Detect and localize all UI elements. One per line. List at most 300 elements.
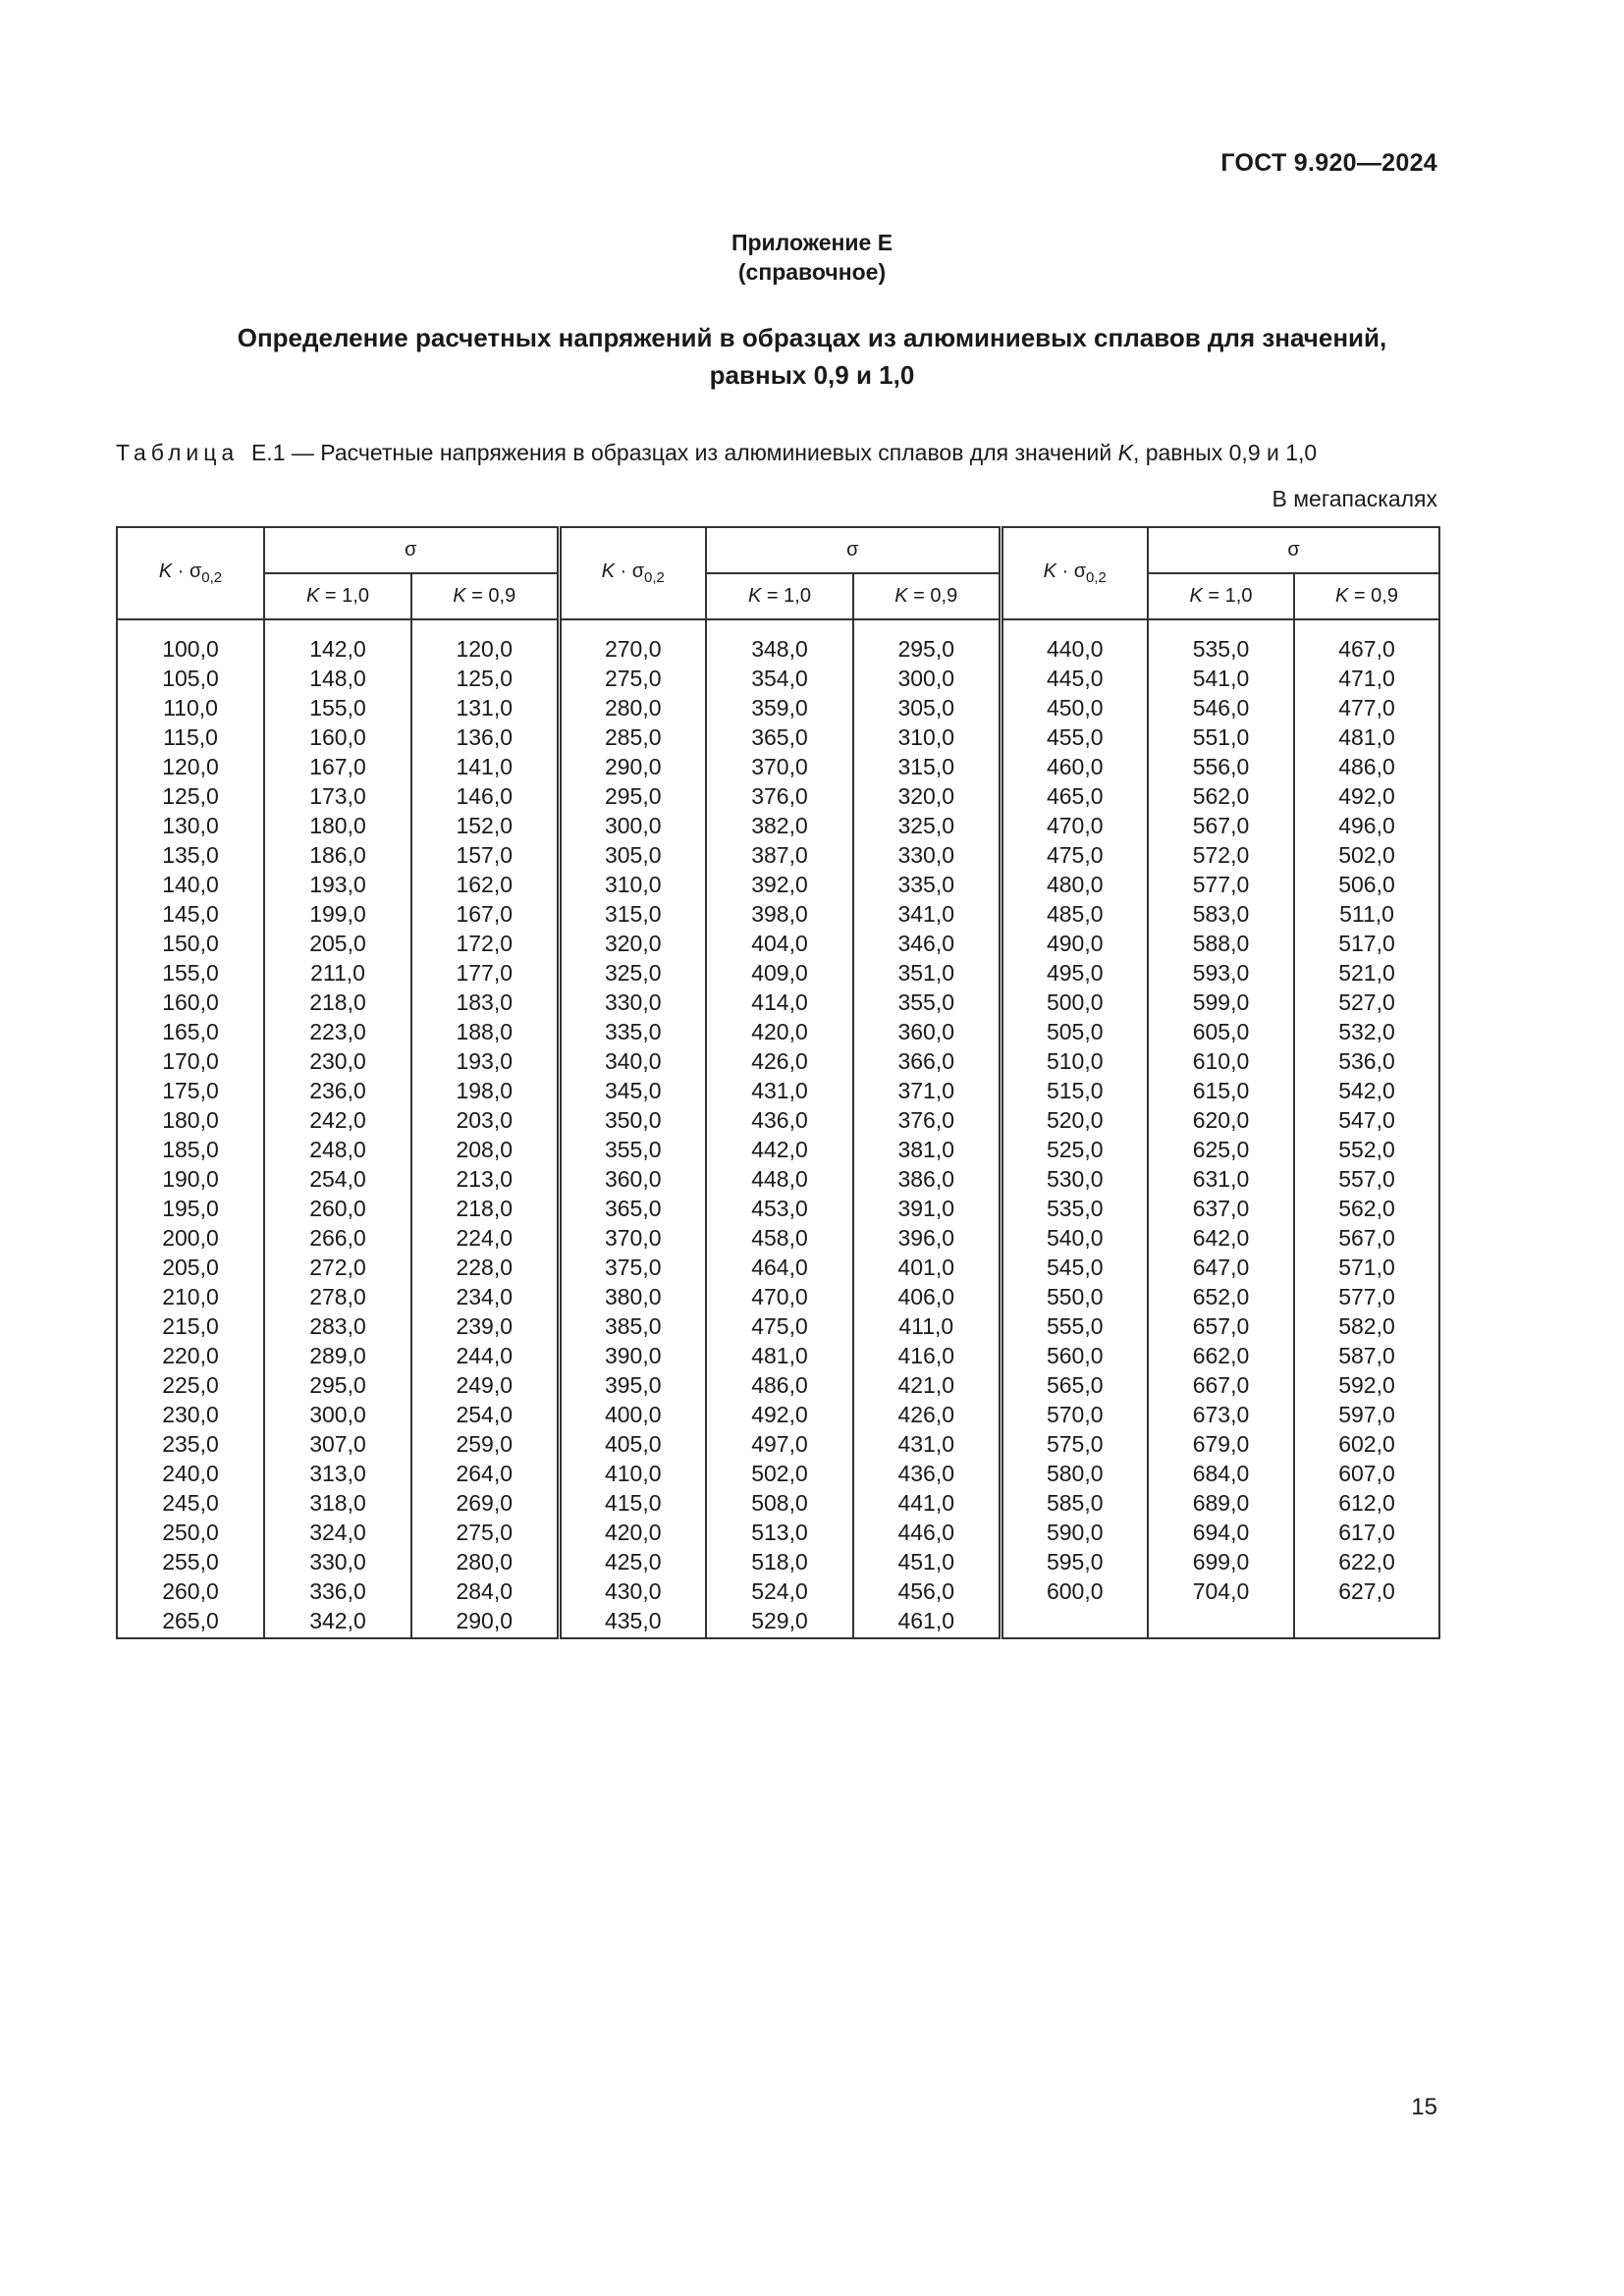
- table-cell: 502,0: [706, 1459, 853, 1488]
- table-cell: 335,0: [559, 1017, 706, 1046]
- table-cell: 580,0: [1001, 1459, 1148, 1488]
- table-cell: 599,0: [1148, 988, 1294, 1017]
- table-cell: 172,0: [411, 929, 559, 958]
- table-cell: 370,0: [559, 1223, 706, 1253]
- table-cell: 177,0: [411, 958, 559, 988]
- table-cell: 290,0: [411, 1606, 559, 1638]
- table-cell: 185,0: [117, 1135, 264, 1164]
- table-cell: 535,0: [1148, 634, 1294, 664]
- table-cell: 562,0: [1294, 1194, 1439, 1223]
- table-cell: 631,0: [1148, 1164, 1294, 1194]
- table-row: [117, 1341, 1439, 1370]
- table-cell: 283,0: [264, 1311, 411, 1341]
- table-cell: 341,0: [853, 899, 1001, 929]
- table-cell: 270,0: [559, 634, 706, 664]
- table-cell: 275,0: [559, 664, 706, 693]
- table-cell: 336,0: [264, 1576, 411, 1606]
- table-cell: 242,0: [264, 1105, 411, 1135]
- table-cell: 577,0: [1294, 1282, 1439, 1311]
- table-cell: 555,0: [1001, 1311, 1148, 1341]
- table-header-row-1: [117, 527, 1439, 573]
- table-cell: 456,0: [853, 1576, 1001, 1606]
- table-cell: 218,0: [264, 988, 411, 1017]
- table-cell: 480,0: [1001, 870, 1148, 899]
- table-cell: 453,0: [706, 1194, 853, 1223]
- table-cell: 431,0: [706, 1076, 853, 1105]
- table-cell: 415,0: [559, 1488, 706, 1518]
- table-row: [117, 1576, 1439, 1606]
- table-cell: 386,0: [853, 1164, 1001, 1194]
- table-cell: 567,0: [1148, 811, 1294, 840]
- table-cell: 278,0: [264, 1282, 411, 1311]
- table-cell: 381,0: [853, 1135, 1001, 1164]
- table-cell: 492,0: [706, 1400, 853, 1429]
- table-cell: 481,0: [706, 1341, 853, 1370]
- table-cell: 404,0: [706, 929, 853, 958]
- table-cell: 313,0: [264, 1459, 411, 1488]
- table-cell: 471,0: [1294, 664, 1439, 693]
- table-cell: 255,0: [117, 1547, 264, 1576]
- table-cell: 585,0: [1001, 1488, 1148, 1518]
- table-cell: 360,0: [559, 1164, 706, 1194]
- table-cell: 704,0: [1148, 1576, 1294, 1606]
- table-cell: 110,0: [117, 693, 264, 722]
- table-cell: 136,0: [411, 722, 559, 752]
- table-cell: 125,0: [117, 781, 264, 811]
- table-cell: 170,0: [117, 1046, 264, 1076]
- table-cell: 186,0: [264, 840, 411, 870]
- table-cell: 335,0: [853, 870, 1001, 899]
- table-cell: 517,0: [1294, 929, 1439, 958]
- table-cell: 190,0: [117, 1164, 264, 1194]
- table-cell: 575,0: [1001, 1429, 1148, 1459]
- table-cell: 266,0: [264, 1223, 411, 1253]
- table-cell: 440,0: [1001, 634, 1148, 664]
- table-cell: 254,0: [411, 1400, 559, 1429]
- table-cell: 260,0: [264, 1194, 411, 1223]
- table-spacer-row: [117, 619, 1439, 634]
- table-cell: 409,0: [706, 958, 853, 988]
- table-cell: 230,0: [117, 1400, 264, 1429]
- table-cell: 520,0: [1001, 1105, 1148, 1135]
- table-cell: 239,0: [411, 1311, 559, 1341]
- table-cell: 562,0: [1148, 781, 1294, 811]
- table-cell: 330,0: [853, 840, 1001, 870]
- table-cell: 285,0: [559, 722, 706, 752]
- table-cell: 582,0: [1294, 1311, 1439, 1341]
- table-cell: 145,0: [117, 899, 264, 929]
- table-row: [117, 1046, 1439, 1076]
- table-cell: 390,0: [559, 1341, 706, 1370]
- table-cell: 461,0: [853, 1606, 1001, 1638]
- table-cell: 557,0: [1294, 1164, 1439, 1194]
- table-cell: 446,0: [853, 1518, 1001, 1547]
- table-row: [117, 870, 1439, 899]
- header-k-sigma-1: $K \cdot \sigma_{0,2}$: [117, 527, 264, 619]
- table-cell: 315,0: [559, 899, 706, 929]
- table-cell: 199,0: [264, 899, 411, 929]
- table-row: [117, 1017, 1439, 1046]
- table-row: [117, 1429, 1439, 1459]
- table-row: [117, 1223, 1439, 1253]
- table-cell: 435,0: [559, 1606, 706, 1638]
- table-cell: 173,0: [264, 781, 411, 811]
- table-cell: 529,0: [706, 1606, 853, 1638]
- standard-code: ГОСТ 9.920—2024: [1220, 149, 1437, 177]
- table-cell: 272,0: [264, 1253, 411, 1282]
- table-cell: 218,0: [411, 1194, 559, 1223]
- table-cell: 370,0: [706, 752, 853, 781]
- table-cell: 450,0: [1001, 693, 1148, 722]
- table-cell: 577,0: [1148, 870, 1294, 899]
- table-cell: 324,0: [264, 1518, 411, 1547]
- table-cell: 295,0: [264, 1370, 411, 1400]
- table-cell: 320,0: [853, 781, 1001, 811]
- table-cell: 213,0: [411, 1164, 559, 1194]
- table-cell: 223,0: [264, 1017, 411, 1046]
- units-label: В мегапаскалях: [1272, 486, 1437, 511]
- table-cell: 486,0: [1294, 752, 1439, 781]
- table-cell: 627,0: [1294, 1576, 1439, 1606]
- table-cell: 392,0: [706, 870, 853, 899]
- table-cell: 215,0: [117, 1311, 264, 1341]
- table-caption-text-end: , равных 0,9 и 1,0: [1132, 440, 1318, 465]
- table-cell: 205,0: [117, 1253, 264, 1282]
- table-cell: 165,0: [117, 1017, 264, 1046]
- page-title: [147, 319, 1477, 394]
- table-cell: 612,0: [1294, 1488, 1439, 1518]
- header-sigma-2: σ: [706, 527, 1001, 573]
- table-cell: 342,0: [264, 1606, 411, 1638]
- table-cell: 340,0: [559, 1046, 706, 1076]
- table-cell: 414,0: [706, 988, 853, 1017]
- table-cell: 152,0: [411, 811, 559, 840]
- table-row: [117, 1547, 1439, 1576]
- header-sigma-3: σ: [1148, 527, 1439, 573]
- table-cell: 120,0: [117, 752, 264, 781]
- table-cell: 460,0: [1001, 752, 1148, 781]
- table-cell: 455,0: [1001, 722, 1148, 752]
- table-cell: 318,0: [264, 1488, 411, 1518]
- table-row: [117, 958, 1439, 988]
- table-cell: 431,0: [853, 1429, 1001, 1459]
- table-cell: 385,0: [559, 1311, 706, 1341]
- table-cell: 387,0: [706, 840, 853, 870]
- table-cell: 465,0: [1001, 781, 1148, 811]
- table-caption-number: Е.1 —: [250, 440, 314, 465]
- table-cell: 350,0: [559, 1105, 706, 1135]
- appendix-label: Приложение Е: [731, 230, 893, 255]
- table-cell: 590,0: [1001, 1518, 1148, 1547]
- table-cell: 448,0: [706, 1164, 853, 1194]
- table-cell: 679,0: [1148, 1429, 1294, 1459]
- table-row: [117, 1253, 1439, 1282]
- table-row: [117, 1194, 1439, 1223]
- table-cell: [1001, 1606, 1148, 1638]
- table-cell: 290,0: [559, 752, 706, 781]
- table-cell: 508,0: [706, 1488, 853, 1518]
- table-cell: 547,0: [1294, 1105, 1439, 1135]
- table-cell: 530,0: [1001, 1164, 1148, 1194]
- table-row: [117, 1488, 1439, 1518]
- table-cell: 467,0: [1294, 634, 1439, 664]
- table-cell: 451,0: [853, 1547, 1001, 1576]
- table-cell: 305,0: [853, 693, 1001, 722]
- table-cell: 583,0: [1148, 899, 1294, 929]
- table-cell: 477,0: [1294, 693, 1439, 722]
- table-cell: 406,0: [853, 1282, 1001, 1311]
- table-cell: 289,0: [264, 1341, 411, 1370]
- table-row: [117, 1076, 1439, 1105]
- table-cell: 592,0: [1294, 1370, 1439, 1400]
- table-cell: 416,0: [853, 1341, 1001, 1370]
- table-cell: 359,0: [706, 693, 853, 722]
- table-cell: 551,0: [1148, 722, 1294, 752]
- table-cell: 475,0: [1001, 840, 1148, 870]
- table-cell: 535,0: [1001, 1194, 1148, 1223]
- table-cell: 552,0: [1294, 1135, 1439, 1164]
- table-row: [117, 1370, 1439, 1400]
- table-row: [117, 840, 1439, 870]
- table-cell: 600,0: [1001, 1576, 1148, 1606]
- table-cell: 410,0: [559, 1459, 706, 1488]
- table-cell: 360,0: [853, 1017, 1001, 1046]
- table-cell: 330,0: [264, 1547, 411, 1576]
- table-cell: 260,0: [117, 1576, 264, 1606]
- table-cell: 510,0: [1001, 1046, 1148, 1076]
- table-cell: 593,0: [1148, 958, 1294, 988]
- table-cell: 502,0: [1294, 840, 1439, 870]
- table-row: [117, 988, 1439, 1017]
- table-cell: 637,0: [1148, 1194, 1294, 1223]
- table-cell: 300,0: [559, 811, 706, 840]
- table-cell: 525,0: [1001, 1135, 1148, 1164]
- table-cell: 475,0: [706, 1311, 853, 1341]
- table-cell: 492,0: [1294, 781, 1439, 811]
- table-cell: 193,0: [264, 870, 411, 899]
- header-k09-2: K = 0,9: [853, 573, 1001, 619]
- table-cell: 248,0: [264, 1135, 411, 1164]
- table-cell: 426,0: [853, 1400, 1001, 1429]
- table-cell: 617,0: [1294, 1518, 1439, 1547]
- table-cell: 513,0: [706, 1518, 853, 1547]
- page-title-line-2: равных 0,9 и 1,0: [709, 360, 915, 390]
- table-cell: 571,0: [1294, 1253, 1439, 1282]
- table-cell: 495,0: [1001, 958, 1148, 988]
- table-cell: 481,0: [1294, 722, 1439, 752]
- table-cell: 560,0: [1001, 1341, 1148, 1370]
- table-cell: 264,0: [411, 1459, 559, 1488]
- table-cell: 518,0: [706, 1547, 853, 1576]
- table-cell: 620,0: [1148, 1105, 1294, 1135]
- table-row: [117, 1606, 1439, 1638]
- table-cell: 155,0: [117, 958, 264, 988]
- table-cell: 536,0: [1294, 1046, 1439, 1076]
- table-cell: 320,0: [559, 929, 706, 958]
- table-cell: 506,0: [1294, 870, 1439, 899]
- table-cell: 365,0: [706, 722, 853, 752]
- table-cell: 505,0: [1001, 1017, 1148, 1046]
- table-cell: 162,0: [411, 870, 559, 899]
- table-cell: 550,0: [1001, 1282, 1148, 1311]
- appendix-type: (справочное): [737, 259, 887, 285]
- table-cell: 305,0: [559, 840, 706, 870]
- table-cell: 120,0: [411, 634, 559, 664]
- table-cell: 300,0: [264, 1400, 411, 1429]
- table-cell: 567,0: [1294, 1223, 1439, 1253]
- table-cell: 203,0: [411, 1105, 559, 1135]
- table-cell: 188,0: [411, 1017, 559, 1046]
- table-cell: 556,0: [1148, 752, 1294, 781]
- table-cell: 572,0: [1148, 840, 1294, 870]
- table-cell: 546,0: [1148, 693, 1294, 722]
- table-cell: 240,0: [117, 1459, 264, 1488]
- table-cell: 325,0: [559, 958, 706, 988]
- table-cell: 195,0: [117, 1194, 264, 1223]
- table-cell: 105,0: [117, 664, 264, 693]
- header-k09-1: K = 0,9: [411, 573, 559, 619]
- table-cell: 355,0: [559, 1135, 706, 1164]
- table-cell: 622,0: [1294, 1547, 1439, 1576]
- table-cell: 150,0: [117, 929, 264, 958]
- table-cell: 180,0: [117, 1105, 264, 1135]
- table-header-row-2: [117, 573, 1439, 619]
- table-cell: 647,0: [1148, 1253, 1294, 1282]
- table-cell: 662,0: [1148, 1341, 1294, 1370]
- table-row: [117, 1459, 1439, 1488]
- table-cell: 425,0: [559, 1547, 706, 1576]
- table-cell: 346,0: [853, 929, 1001, 958]
- table-row: [117, 899, 1439, 929]
- table-cell: 244,0: [411, 1341, 559, 1370]
- table-row: [117, 1518, 1439, 1547]
- table-row: [117, 1105, 1439, 1135]
- table-cell: 436,0: [853, 1459, 1001, 1488]
- table-cell: 699,0: [1148, 1547, 1294, 1576]
- table-cell: 140,0: [117, 870, 264, 899]
- table-cell: 295,0: [559, 781, 706, 811]
- table-cell: 300,0: [853, 664, 1001, 693]
- table-cell: 500,0: [1001, 988, 1148, 1017]
- table-cell: 249,0: [411, 1370, 559, 1400]
- table-cell: 595,0: [1001, 1547, 1148, 1576]
- table-cell: 125,0: [411, 664, 559, 693]
- table-cell: 400,0: [559, 1400, 706, 1429]
- table-cell: 445,0: [1001, 664, 1148, 693]
- table-cell: 135,0: [117, 840, 264, 870]
- table-cell: 345,0: [559, 1076, 706, 1105]
- table-cell: 315,0: [853, 752, 1001, 781]
- table-cell: 470,0: [1001, 811, 1148, 840]
- table-cell: 540,0: [1001, 1223, 1148, 1253]
- table-row: [117, 929, 1439, 958]
- table-cell: 667,0: [1148, 1370, 1294, 1400]
- table-cell: 442,0: [706, 1135, 853, 1164]
- table-row: [117, 781, 1439, 811]
- header-k-sigma-3: $K \cdot \sigma_{0,2}$: [1001, 527, 1148, 619]
- table-cell: 398,0: [706, 899, 853, 929]
- table-cell: 275,0: [411, 1518, 559, 1547]
- table-cell: 652,0: [1148, 1282, 1294, 1311]
- table-cell: 380,0: [559, 1282, 706, 1311]
- table-cell: 310,0: [853, 722, 1001, 752]
- header-sigma-1: σ: [264, 527, 559, 573]
- table-cell: 175,0: [117, 1076, 264, 1105]
- table-cell: 376,0: [706, 781, 853, 811]
- table-cell: 265,0: [117, 1606, 264, 1638]
- table-cell: 366,0: [853, 1046, 1001, 1076]
- table-cell: 234,0: [411, 1282, 559, 1311]
- table-row: [117, 1164, 1439, 1194]
- table-cell: 211,0: [264, 958, 411, 988]
- table-cell: 485,0: [1001, 899, 1148, 929]
- table-cell: 183,0: [411, 988, 559, 1017]
- table-cell: 602,0: [1294, 1429, 1439, 1459]
- table-cell: 420,0: [559, 1518, 706, 1547]
- table-cell: [1148, 1606, 1294, 1638]
- table-cell: 228,0: [411, 1253, 559, 1282]
- table-cell: 148,0: [264, 664, 411, 693]
- table-cell: 607,0: [1294, 1459, 1439, 1488]
- header-k09-3: K = 0,9: [1294, 573, 1439, 619]
- table-cell: 236,0: [264, 1076, 411, 1105]
- header-k1-3: K = 1,0: [1148, 573, 1294, 619]
- page-number: 15: [1411, 2094, 1437, 2120]
- table-cell: 208,0: [411, 1135, 559, 1164]
- table-row: [117, 693, 1439, 722]
- table-row: [117, 1282, 1439, 1311]
- table-cell: 436,0: [706, 1105, 853, 1135]
- table-cell: 280,0: [411, 1547, 559, 1576]
- table-caption-label: Таблица: [116, 440, 240, 465]
- table-cell: 587,0: [1294, 1341, 1439, 1370]
- table-cell: 330,0: [559, 988, 706, 1017]
- table-cell: 597,0: [1294, 1400, 1439, 1429]
- table-row: [117, 1400, 1439, 1429]
- table-cell: 348,0: [706, 634, 853, 664]
- table-cell: 426,0: [706, 1046, 853, 1076]
- table-cell: 605,0: [1148, 1017, 1294, 1046]
- table-cell: 155,0: [264, 693, 411, 722]
- table-cell: 354,0: [706, 664, 853, 693]
- table-cell: 511,0: [1294, 899, 1439, 929]
- table-row: [117, 811, 1439, 840]
- table-cell: 254,0: [264, 1164, 411, 1194]
- table-cell: 310,0: [559, 870, 706, 899]
- table-row: [117, 664, 1439, 693]
- table-row: [117, 1311, 1439, 1341]
- table-caption-k: K: [1117, 440, 1133, 465]
- table-cell: 610,0: [1148, 1046, 1294, 1076]
- table-cell: 250,0: [117, 1518, 264, 1547]
- table-cell: 180,0: [264, 811, 411, 840]
- table-cell: 545,0: [1001, 1253, 1148, 1282]
- table-cell: 497,0: [706, 1429, 853, 1459]
- table-caption-text: Расчетные напряжения в образцах из алюминиевых сплавов для значений: [320, 440, 1112, 465]
- table-cell: 269,0: [411, 1488, 559, 1518]
- table-cell: 376,0: [853, 1105, 1001, 1135]
- page-title-line-1: Определение расчетных напряжений в образцах из алюминиевых сплавов для значений,: [237, 323, 1387, 352]
- table-cell: 694,0: [1148, 1518, 1294, 1547]
- table-cell: 200,0: [117, 1223, 264, 1253]
- appendix-heading: [0, 228, 1624, 287]
- table-cell: 167,0: [264, 752, 411, 781]
- table-cell: 130,0: [117, 811, 264, 840]
- table-cell: 490,0: [1001, 929, 1148, 958]
- table-cell: 532,0: [1294, 1017, 1439, 1046]
- table-cell: 570,0: [1001, 1400, 1148, 1429]
- table-cell: 470,0: [706, 1282, 853, 1311]
